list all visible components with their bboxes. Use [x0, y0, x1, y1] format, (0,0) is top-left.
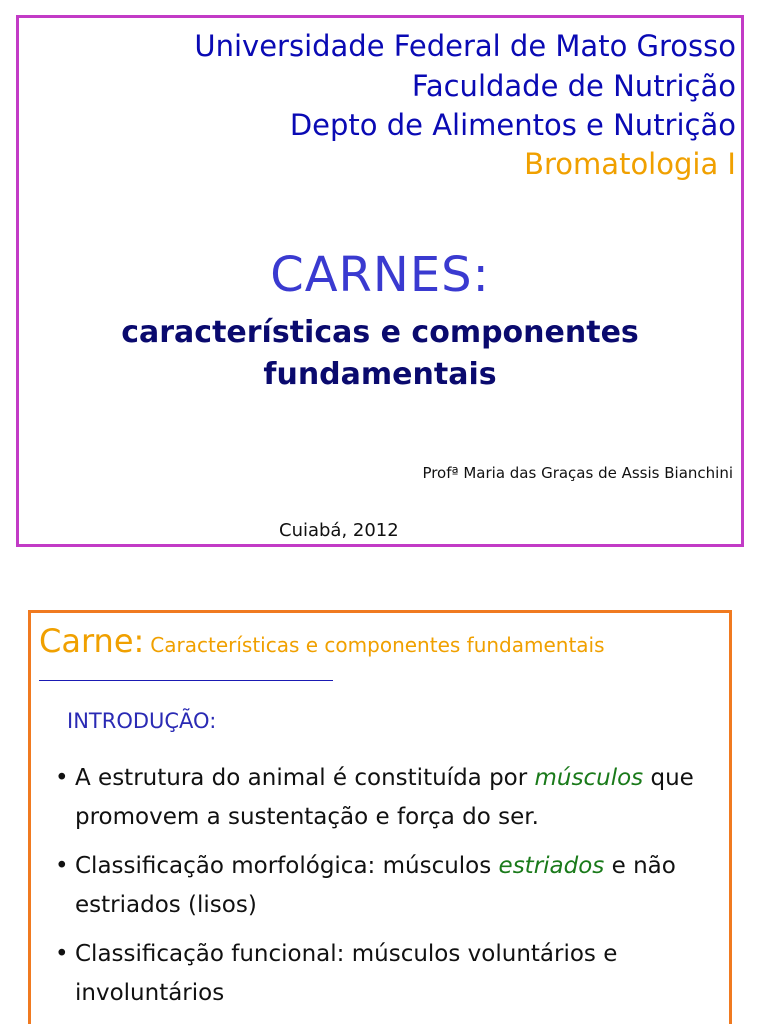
place-date: Cuiabá, 2012 — [279, 520, 399, 541]
bullet-text-end: que promovem a sustentação e força do ser. — [75, 765, 694, 830]
author-name: Profª Maria das Graças de Assis Bianchini — [422, 464, 733, 482]
title-slide — [16, 15, 744, 547]
list-item — [49, 847, 719, 925]
bullet-emphasis: músculos — [534, 765, 644, 791]
faculty-name: Faculdade de Nutrição — [411, 69, 736, 103]
department-name: Depto de Alimentos e Nutrição — [289, 108, 736, 142]
bullet-text: Classificação morfológica: músculos — [75, 853, 499, 879]
university-name: Universidade Federal de Mato Grosso — [194, 29, 736, 63]
intro-slide-header — [39, 621, 605, 667]
header-underline — [39, 680, 333, 681]
intro-slide-title-word: Carne: — [39, 622, 145, 660]
bullet-list — [49, 759, 719, 1023]
bullet-emphasis: estriados — [498, 853, 605, 879]
intro-slide-title-sub: Características e componentes fundamentais — [150, 633, 605, 657]
list-item — [49, 759, 719, 837]
list-item — [49, 935, 719, 1013]
slide-subtitle — [59, 312, 701, 396]
bullet-marker: • — [55, 941, 69, 967]
intro-slide — [28, 610, 732, 1024]
section-heading: INTRODUÇÃO: — [67, 709, 217, 733]
bullet-marker: • — [55, 853, 69, 879]
bullet-text: A estrutura do animal é constituída por — [75, 765, 535, 791]
course-name: Bromatologia I — [524, 147, 736, 181]
bullet-text-end: e não estriados (lisos) — [75, 853, 676, 918]
bullet-text: Classificação funcional: músculos voluntários e involuntários — [75, 941, 618, 1006]
bullet-marker: • — [55, 765, 69, 791]
subtitle-line-2: fundamentais — [263, 357, 497, 392]
subtitle-line-1: características e componentes — [121, 315, 639, 350]
slide-title: CARNES: — [270, 247, 490, 303]
